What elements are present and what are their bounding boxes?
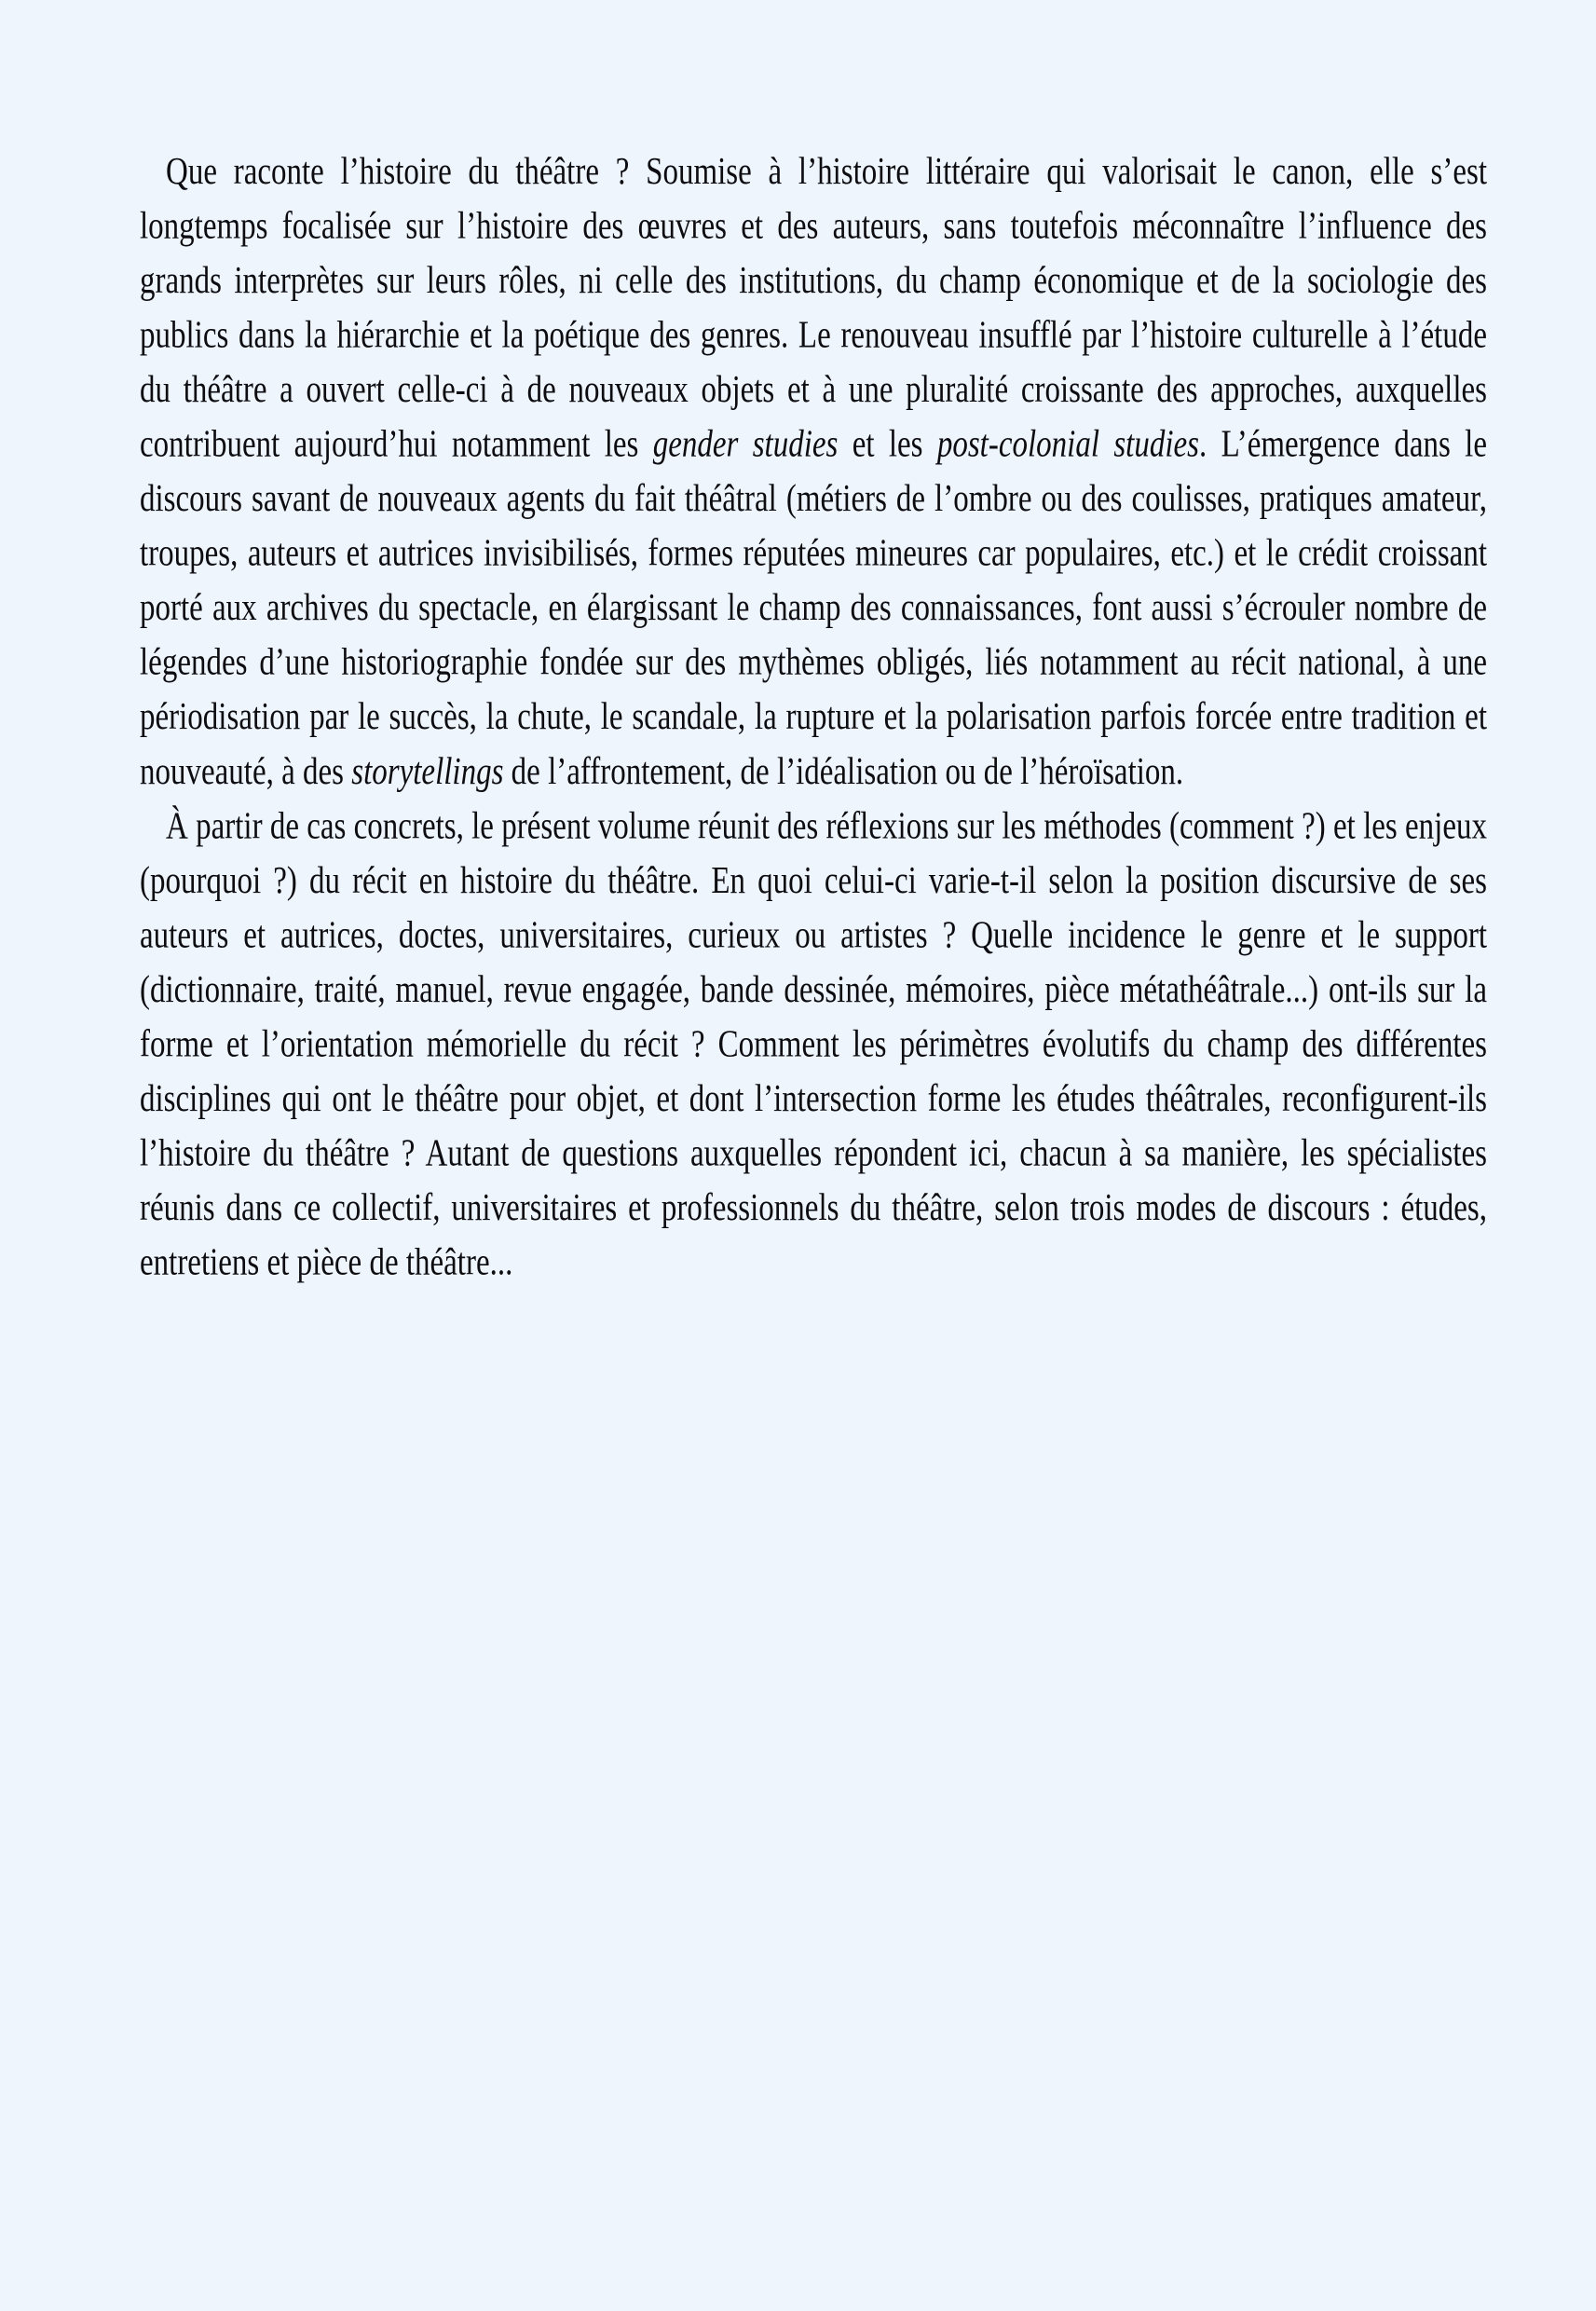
paragraph-1: Que raconte l’histoire du théâtre ? Soumise à l’histoire littéraire qui valorisait le canon, elle s’est longtemps focalisée sur l’histoire des œuvres et des auteurs, sans toutefois méconnaître l’influence des grands interprètes sur leurs rôles, ni celle des institutions, du champ économique et de la sociologie des publics dans la hiérarchie et la poétique des genres. Le renouveau insufflé par l’histoire culturelle à l’étude du théâtre a ouvert celle-ci à de nouveaux objets et à une pluralité croissante des approches, auxquelles contribuent aujourd’hui notamment les gender studies et les post-colonial studies. L’émergence dans le discours savant de nouveaux agents du fait théâtral (métiers de l’ombre ou des coulisses, pratiques amateur, troupes, auteurs et autrices invisibilisés, formes réputées mineures car populaires, etc.) et le crédit croissant porté aux archives du spectacle, en élargissant le champ des connaissances, font aussi s’écrouler nombre de légendes d’une historiographie fondée sur des mythèmes obligés, liés notamment au récit national, à une périodisation par le succès, la chute, le scandale, la rupture et la polarisation parfois forcée entre tradition et nouveauté, à des storytellings de l’affrontement, de l’idéalisation ou de l’héroïsation. bbox=[140, 151, 1487, 793]
body-text bbox=[140, 145, 1487, 1291]
paragraph-2: À partir de cas concrets, le présent volume réunit des réflexions sur les méthodes (comment ?) et les enjeux (pourquoi ?) du récit en histoire du théâtre. En quoi celui-ci varie-t-il selon la position discursive de ses auteurs et autrices, doctes, universitaires, curieux ou artistes ? Quelle incidence le genre et le support (dictionnaire, traité, manuel, revue engagée, bande dessinée, mémoires, pièce métathéâtrale...) ont-ils sur la forme et l’orientation mémorielle du récit ? Comment les périmètres évolutifs du champ des différentes disciplines qui ont le théâtre pour objet, et dont l’intersection forme les études théâtrales, reconfigurent-ils l’histoire du théâtre ? Autant de questions auxquelles répondent ici, chacun à sa manière, les spécialistes réunis dans ce collectif, universitaires et professionnels du théâtre, selon trois modes de discours : études, entretiens et pièce de théâtre... bbox=[140, 805, 1487, 1284]
